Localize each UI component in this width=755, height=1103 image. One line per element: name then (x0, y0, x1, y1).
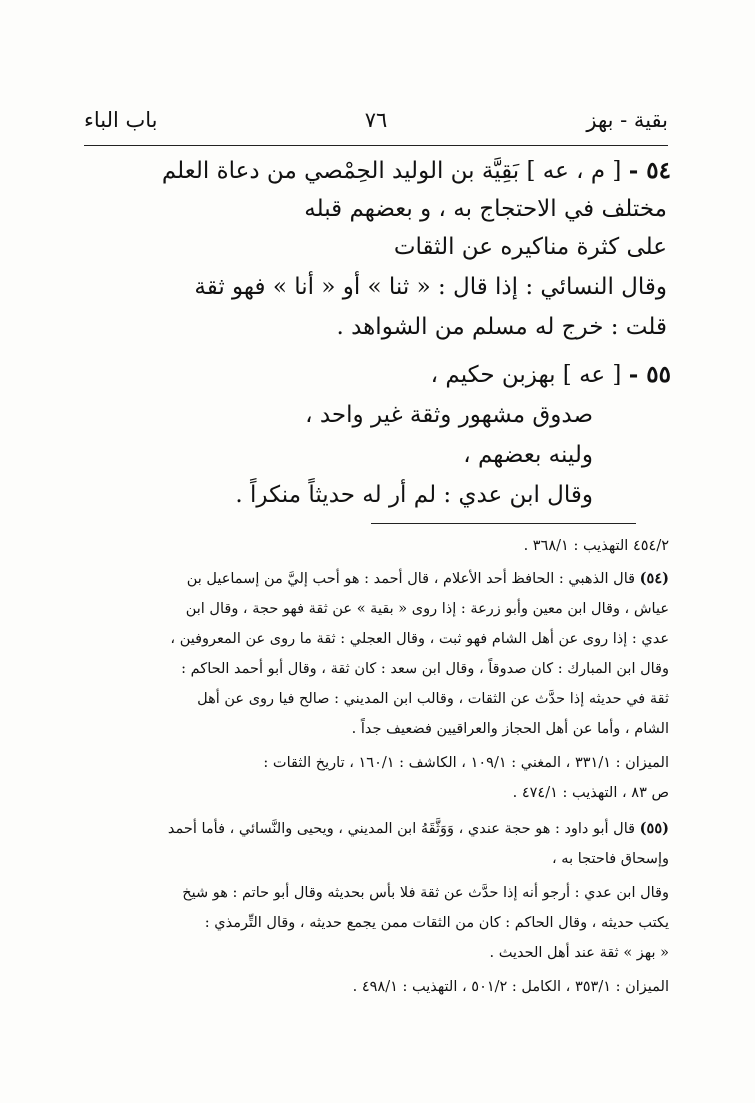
footnote-54-line-3: عدي : إذا روى عن أهل الشام فهو ثبت ، وقال العجلي : ثقة ما روى عن المعروفين ، (170, 631, 669, 647)
footnote-54-line-2: عياش ، وقال ابن معين وأبو زرعة : إذا روى « بقية » عن ثقة فهو حجة ، وقال ابن (185, 601, 669, 617)
footnote-54-number: (٥٤) (639, 570, 669, 587)
header-right-title: بقية - بهز (586, 108, 668, 132)
entry-55-number: ٥٥ - (628, 361, 671, 388)
header-divider (84, 145, 668, 146)
entry-55-line-2: صدوق مشهور وثقة غير واحد ، (305, 402, 593, 428)
footnote-55-line-2: وإسحاق فاحتجا به ، (552, 851, 669, 867)
entry-54-number: ٥٤ - (628, 157, 671, 184)
entry-55-line-3: ولينه بعضهم ، (463, 442, 593, 468)
entry-54-line-1 (162, 152, 671, 190)
footnote-54-line-4: وقال ابن المبارك : كان صدوقاً ، وقال ابن سعد : كان ثقة ، وقال أبو أحمد الحاكم : (181, 661, 669, 677)
footnote-55-line-4: يكتب حديثه ، وقال الحاكم : كان من الثقات ممن يجمع حديثه ، وقال التِّرمذي : (204, 915, 669, 931)
entry-54-line-4: وقال النسائي : إذا قال : « ثنا » أو « أنا » فهو ثقة (194, 274, 667, 300)
footnote-55-line-3: وقال ابن عدي : أرجو أنه إذا حدَّث عن ثقة فلا بأس بحديثه وقال أبو حاتم : هو شيخ (182, 885, 669, 901)
header-left-title: باب الباء (84, 108, 158, 132)
footnote-55-line-5: « بهز » ثقة عند أهل الحديث . (489, 945, 669, 961)
footnote-55-number: (٥٥) (639, 820, 669, 837)
footnote-divider (371, 523, 636, 524)
footnote-54-refs-1: الميزان : ٣٣١/١ ، المغني : ١٠٩/١ ، الكاشف : ١٦٠/١ ، تاريخ الثقات : (263, 755, 669, 771)
footnote-ref-line: ٤٥٤/٢ التهذيب : ٣٦٨/١ . (523, 538, 669, 554)
entry-55-line-1 (431, 356, 671, 394)
entry-54-line-2: مختلف في الاحتجاج به ، و بعضهم قبله (304, 196, 667, 222)
footnote-54-line-5: ثقة في حديثه إذا حدَّث عن الثقات ، وقالب ابن المديني : صالح فيا روى عن أهل (197, 691, 669, 707)
footnote-54-refs-2: ص ٨٣ ، التهذيب : ٤٧٤/١ . (512, 785, 669, 801)
entry-54-line-3: على كثرة مناكيره عن الثقات (393, 234, 667, 260)
entry-54-text: [ م ، عه ] بَقِيَّة بن الوليد الحِمْصي من دعاة العلم (161, 158, 629, 184)
footnote-54-line-6: الشام ، وأما عن أهل الحجاز والعراقيين فضعيف جداً . (351, 721, 669, 737)
footnote-55-line-1: (٥٥) قال أبو داود : هو حجة عندي ، وَوَثَّقَهُ ابن المديني ، ويحيى والنَّسائي ، فأما أحمد (167, 820, 669, 837)
entry-54-line-5: قلت : خرج له مسلم من الشواهد . (336, 314, 667, 340)
running-header (84, 108, 668, 142)
entry-55-text: [ عه ] بهزبن حكيم ، (430, 362, 629, 388)
entry-55-line-4: وقال ابن عدي : لم أر له حديثاً منكراً . (235, 482, 593, 508)
footnote-54-line-1: (٥٤) قال الذهبي : الحافظ أحد الأعلام ، قال أحمد : هو أحب إليَّ من إسماعيل بن (186, 570, 669, 587)
page-number: ٧٦ (364, 108, 388, 132)
footnote-55-refs-1: الميزان : ٣٥٣/١ ، الكامل : ٥٠١/٢ ، التهذيب : ٤٩٨/١ . (352, 979, 669, 995)
